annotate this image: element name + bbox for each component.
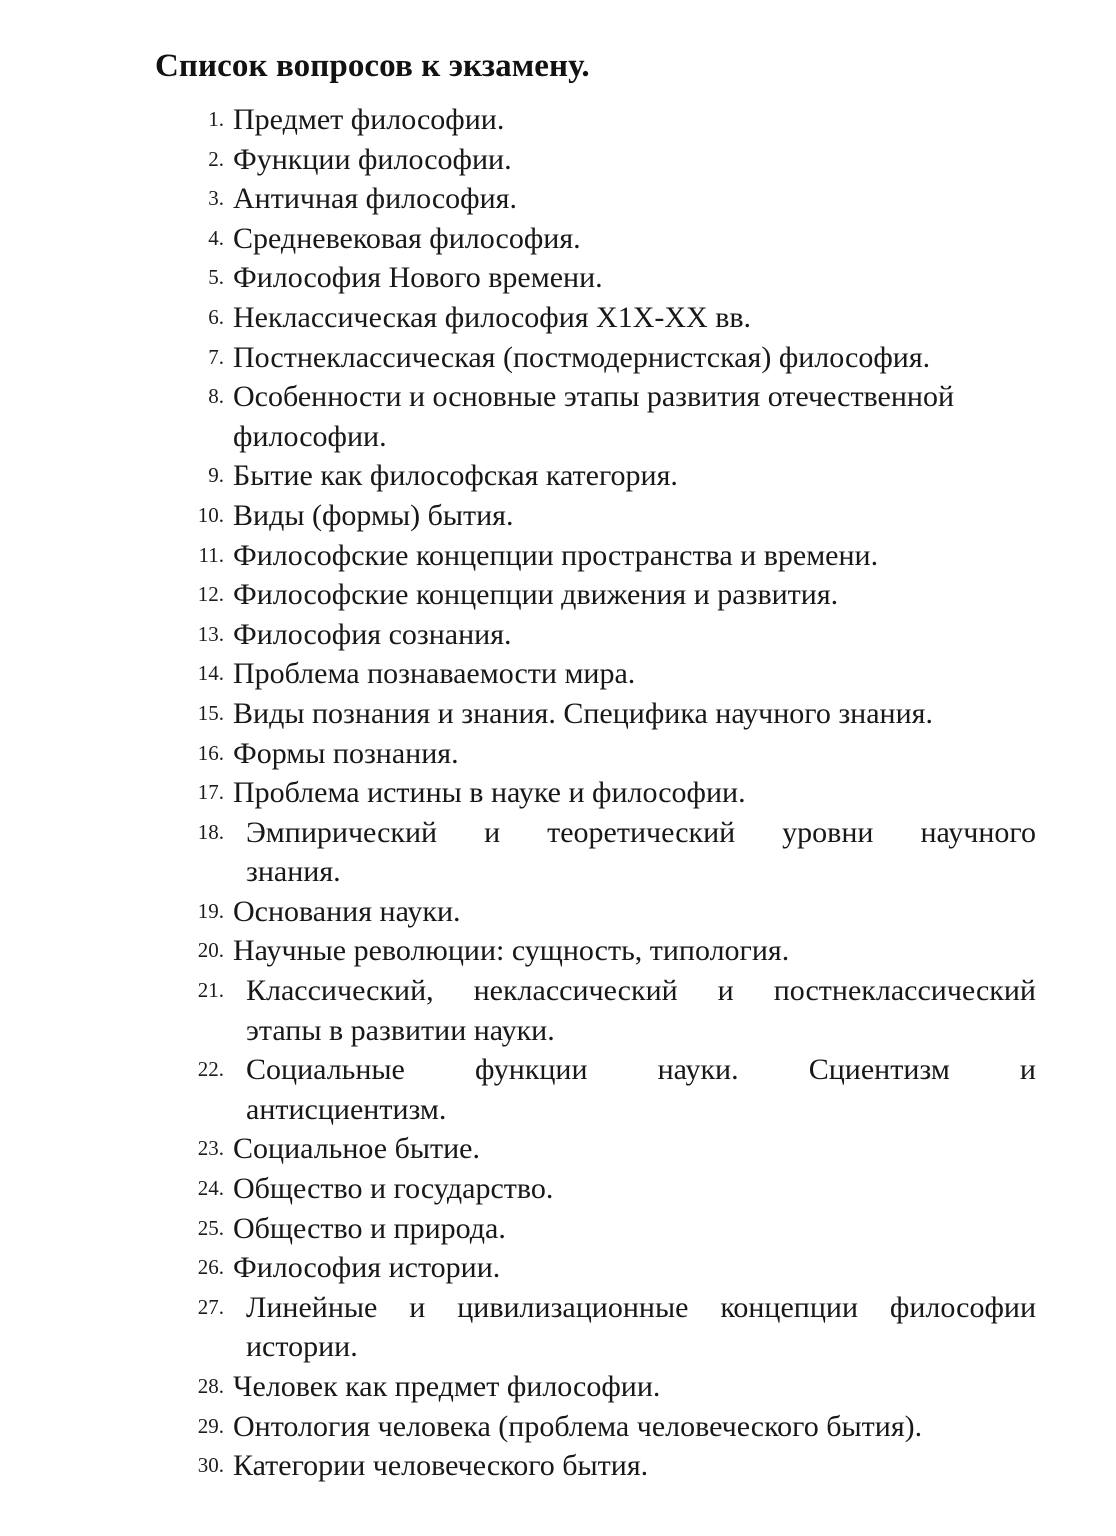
question-item bbox=[186, 298, 1036, 338]
question-item bbox=[186, 258, 1036, 298]
question-text-line: этапы в развитии науки. bbox=[246, 1013, 555, 1047]
question-item bbox=[186, 1367, 1036, 1407]
question-number: 30. bbox=[197, 1453, 224, 1478]
question-number: 23. bbox=[197, 1136, 224, 1161]
question-text: Античная философия. bbox=[233, 182, 517, 216]
question-text-line: антисциентизм. bbox=[246, 1092, 447, 1126]
question-text: Философские концепции движения и развития. bbox=[233, 578, 839, 612]
question-text: Виды (формы) бытия. bbox=[233, 498, 514, 532]
question-text: Неклассическая философия X1X-XX вв. bbox=[233, 300, 752, 334]
page-title: Список вопросов к экзамену. bbox=[155, 48, 590, 85]
question-text: Философия Нового времени. bbox=[233, 261, 603, 295]
question-number: 2. bbox=[208, 146, 224, 171]
question-item bbox=[186, 615, 1036, 655]
question-text: Постнеклассическая (постмодернистская) философия. bbox=[233, 340, 931, 374]
question-number: 10. bbox=[197, 502, 224, 527]
question-text-line: знания. bbox=[246, 855, 341, 889]
question-text: Основания науки. bbox=[233, 894, 461, 928]
question-item bbox=[186, 1209, 1036, 1249]
question-text: Предмет философии. bbox=[233, 103, 505, 136]
question-item bbox=[186, 377, 1036, 456]
question-number: 8. bbox=[208, 384, 224, 409]
question-text bbox=[224, 1050, 1036, 1129]
question-number: 19. bbox=[197, 898, 224, 923]
question-text: Средневековая философия. bbox=[233, 221, 581, 255]
question-item bbox=[186, 892, 1036, 932]
question-item bbox=[186, 1248, 1036, 1288]
question-item bbox=[186, 1407, 1036, 1447]
question-text-line: Особенности и основные этапы развития отечественной bbox=[233, 380, 955, 414]
question-number: 21. bbox=[197, 978, 224, 1003]
question-text: Социальное бытие. bbox=[233, 1132, 480, 1166]
question-item bbox=[186, 219, 1036, 259]
question-item bbox=[186, 654, 1036, 694]
question-item bbox=[186, 496, 1036, 536]
exam-question-list bbox=[186, 100, 1036, 1486]
question-item bbox=[186, 140, 1036, 180]
question-number: 17. bbox=[197, 780, 224, 805]
question-item bbox=[186, 773, 1036, 813]
question-item bbox=[186, 1288, 1036, 1367]
question-text-line: философии. bbox=[233, 419, 387, 453]
question-number: 24. bbox=[197, 1176, 224, 1201]
question-text: Человек как предмет философии. bbox=[233, 1370, 661, 1403]
question-text: Проблема познаваемости мира. bbox=[233, 657, 636, 691]
question-text bbox=[224, 971, 1036, 1050]
question-number: 13. bbox=[197, 621, 224, 646]
question-number: 1. bbox=[208, 107, 224, 131]
question-text-line: Социальные функции науки. Сциентизм и bbox=[246, 1053, 1036, 1087]
question-text-line: Классический, неклассический и постнеклассический bbox=[246, 974, 1036, 1008]
question-number: 6. bbox=[208, 304, 224, 329]
question-text: Виды познания и знания. Специфика научного знания. bbox=[233, 696, 933, 730]
question-text: Общество и государство. bbox=[233, 1172, 554, 1206]
question-item bbox=[186, 179, 1036, 219]
question-item bbox=[186, 575, 1036, 615]
question-text: Формы познания. bbox=[233, 736, 459, 770]
question-item bbox=[186, 536, 1036, 576]
question-number: 20. bbox=[197, 938, 224, 963]
question-number: 18. bbox=[197, 819, 224, 844]
question-text-line: Линейные и цивилизационные концепции философии bbox=[246, 1290, 1036, 1324]
question-number: 27. bbox=[197, 1294, 224, 1319]
question-item bbox=[186, 1169, 1036, 1209]
question-text bbox=[224, 377, 1036, 456]
question-text: Философские концепции пространства и времени. bbox=[233, 538, 879, 572]
question-item bbox=[186, 813, 1036, 892]
question-text: Онтология человека (проблема человеческого бытия). bbox=[233, 1409, 923, 1443]
question-number: 26. bbox=[197, 1255, 224, 1280]
question-text: Функции философии. bbox=[233, 142, 512, 176]
question-item bbox=[186, 100, 1036, 140]
question-item bbox=[186, 1129, 1036, 1169]
question-number: 3. bbox=[208, 186, 224, 211]
question-number: 14. bbox=[197, 661, 224, 686]
question-number: 9. bbox=[208, 463, 224, 488]
question-number: 5. bbox=[208, 265, 224, 290]
question-text: Категории человеческого бытия. bbox=[233, 1449, 649, 1483]
question-text: Философия сознания. bbox=[233, 617, 512, 651]
question-number: 7. bbox=[208, 344, 224, 369]
question-item bbox=[186, 694, 1036, 734]
question-text-line: истории. bbox=[246, 1330, 358, 1364]
question-text: Бытие как философская категория. bbox=[233, 459, 678, 493]
question-text: Научные революции: сущность, типология. bbox=[233, 934, 790, 968]
question-item bbox=[186, 456, 1036, 496]
question-item bbox=[186, 734, 1036, 774]
question-number: 29. bbox=[197, 1413, 224, 1438]
question-number: 4. bbox=[208, 225, 224, 250]
question-number: 22. bbox=[197, 1057, 224, 1082]
question-text-line: Эмпирический и теоретический уровни научного bbox=[246, 815, 1036, 849]
question-item bbox=[186, 1050, 1036, 1129]
question-text: Проблема истины в науке и философии. bbox=[233, 776, 746, 810]
question-item bbox=[186, 1446, 1036, 1486]
question-item bbox=[186, 338, 1036, 378]
question-text bbox=[224, 813, 1036, 892]
question-text bbox=[224, 1288, 1036, 1367]
question-number: 11. bbox=[198, 542, 224, 567]
question-text: Общество и природа. bbox=[233, 1211, 506, 1245]
question-item bbox=[186, 971, 1036, 1050]
question-number: 15. bbox=[197, 700, 224, 725]
question-number: 16. bbox=[197, 740, 224, 765]
question-number: 25. bbox=[197, 1215, 224, 1240]
question-number: 28. bbox=[197, 1374, 224, 1398]
question-item bbox=[186, 931, 1036, 971]
question-text: Философия истории. bbox=[233, 1251, 501, 1285]
question-number: 12. bbox=[197, 582, 224, 607]
